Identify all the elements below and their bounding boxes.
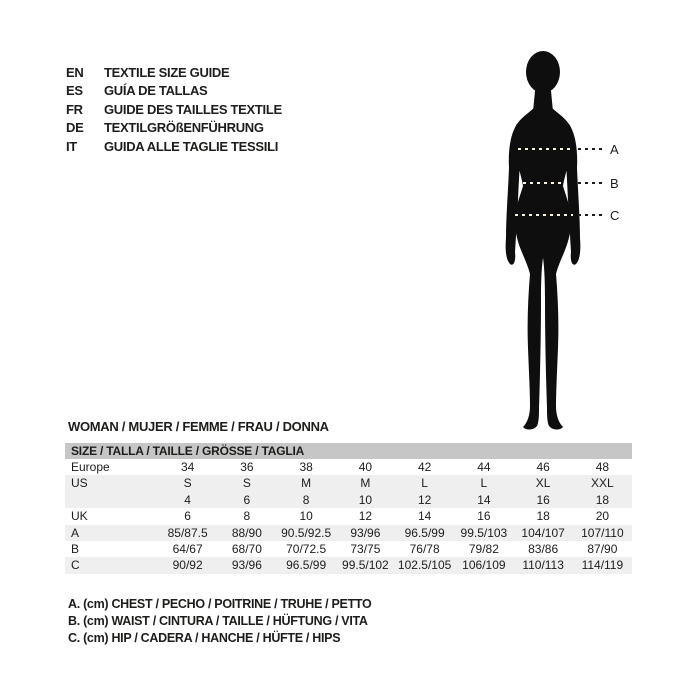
- language-code: IT: [66, 138, 77, 154]
- hip-label: C: [610, 208, 620, 223]
- size-cell: L: [421, 476, 428, 491]
- row-label: Europe: [71, 460, 110, 474]
- size-cell: 90.5/92.5: [281, 525, 332, 540]
- language-row: [66, 138, 282, 156]
- row-label: [65, 492, 158, 508]
- size-cell: 40: [358, 460, 373, 474]
- size-cell: 104/107: [521, 525, 565, 540]
- woman-silhouette-figure: [470, 38, 650, 438]
- size-cell: 10: [358, 492, 373, 507]
- size-cell: 99.5/103: [460, 525, 508, 540]
- size-cell: 8: [243, 509, 251, 524]
- row-label: UK: [71, 509, 88, 524]
- size-cell: 88/90: [231, 525, 262, 540]
- table-row: [65, 492, 632, 508]
- size-cell: 110/113: [522, 558, 564, 573]
- legend-line: C. (cm) HIP / CADERA / HANCHE / HÜFTE / HIPS: [68, 631, 341, 646]
- language-row: [66, 119, 282, 137]
- language-title: GUÍA DE TALLAS: [104, 83, 208, 99]
- size-cell: 18: [536, 509, 550, 524]
- size-cell: 64/67: [172, 541, 203, 556]
- size-cell: 102.5/105: [397, 558, 452, 573]
- size-cell: 83/86: [528, 541, 559, 556]
- size-cell: 87/90: [587, 541, 618, 556]
- chest-label: A: [610, 142, 619, 157]
- size-cell: XL: [535, 476, 551, 491]
- legend-line: B. (cm) WAIST / CINTURA / TAILLE / HÜFTUNG / VITA: [68, 614, 368, 629]
- language-title: TEXTILE SIZE GUIDE: [104, 65, 230, 80]
- size-cell: 90/92: [172, 558, 203, 573]
- size-cell: 14: [417, 509, 432, 524]
- table-row: [65, 557, 632, 573]
- size-cell: 93/96: [231, 558, 262, 573]
- size-cell: L: [480, 476, 488, 491]
- size-cell: 16: [477, 509, 491, 524]
- size-cell: 85/87.5: [167, 525, 208, 540]
- language-code: DE: [66, 120, 84, 136]
- size-cell: S: [242, 476, 251, 491]
- row-label: B: [71, 541, 80, 556]
- legend-line: A. (cm) CHEST / PECHO / POITRINE / TRUHE / PETTO: [68, 597, 372, 611]
- table-row: [65, 525, 632, 541]
- size-cell: 96.5/99: [404, 525, 445, 540]
- size-cell: 34: [180, 460, 195, 474]
- language-title: GUIDE DES TAILLES TEXTILE: [104, 101, 282, 117]
- language-title: GUIDA ALLE TAGLIE TESSILI: [104, 138, 279, 154]
- language-row: [66, 64, 282, 82]
- row-label: C: [71, 558, 80, 573]
- row-label: US: [71, 476, 88, 491]
- size-table-header: SIZE / TALLA / TAILLE / GRÖSSE / TAGLIA: [65, 443, 632, 459]
- size-guide-figure: [470, 38, 650, 438]
- size-cell: S: [183, 476, 192, 491]
- size-cell: 46: [536, 460, 550, 474]
- table-row: [65, 541, 632, 557]
- size-cell: 106/109: [462, 558, 506, 573]
- size-cell: 76/78: [409, 541, 440, 556]
- size-cell: 36: [240, 460, 254, 474]
- size-cell: XXL: [591, 476, 614, 491]
- size-cell: 10: [299, 509, 313, 524]
- size-cell: 93/96: [350, 525, 381, 540]
- size-cell: 6: [243, 492, 251, 507]
- size-cell: 42: [417, 460, 432, 474]
- language-code: FR: [66, 101, 83, 117]
- language-code: EN: [66, 65, 84, 80]
- size-cell: 12: [358, 509, 373, 524]
- table-row: [65, 508, 632, 524]
- size-table-rows: [65, 459, 632, 574]
- size-cell: 73/75: [350, 541, 381, 556]
- size-cell: 99.5/102: [342, 558, 389, 573]
- waist-label: B: [610, 176, 619, 191]
- measurement-legend: [68, 596, 371, 648]
- section-title-woman: WOMAN / MUJER / FEMME / FRAU / DONNA: [68, 419, 329, 434]
- language-row: [66, 82, 282, 100]
- language-list: [66, 64, 282, 156]
- size-cell: 38: [299, 460, 313, 474]
- size-cell: 16: [536, 492, 550, 507]
- size-cell: 12: [417, 492, 432, 507]
- size-cell: 14: [477, 492, 491, 507]
- silhouette-neck: [533, 80, 553, 112]
- size-cell: 44: [477, 460, 491, 474]
- silhouette-body: [514, 108, 572, 430]
- size-cell: 18: [595, 492, 610, 507]
- size-cell: 68/70: [231, 541, 262, 556]
- table-row: [65, 459, 632, 475]
- size-cell: 96.5/99: [286, 558, 327, 573]
- language-title: TEXTILGRÖßENFÜHRUNG: [104, 120, 264, 136]
- size-cell: 20: [595, 509, 610, 524]
- size-cell: 48: [595, 460, 610, 474]
- size-cell: 79/82: [468, 541, 499, 556]
- size-cell: 8: [302, 492, 310, 507]
- language-code: ES: [66, 83, 83, 99]
- size-cell: 70/72.5: [286, 541, 327, 556]
- size-cell: M: [360, 476, 371, 491]
- size-cell: 4: [184, 492, 191, 507]
- row-label: A: [71, 525, 80, 540]
- table-row: [65, 475, 632, 491]
- size-cell: 114/119: [581, 558, 624, 573]
- size-cell: 6: [184, 509, 191, 524]
- size-cell: 107/110: [581, 525, 624, 540]
- language-row: [66, 101, 282, 119]
- size-table: [65, 443, 632, 574]
- size-cell: M: [301, 476, 312, 491]
